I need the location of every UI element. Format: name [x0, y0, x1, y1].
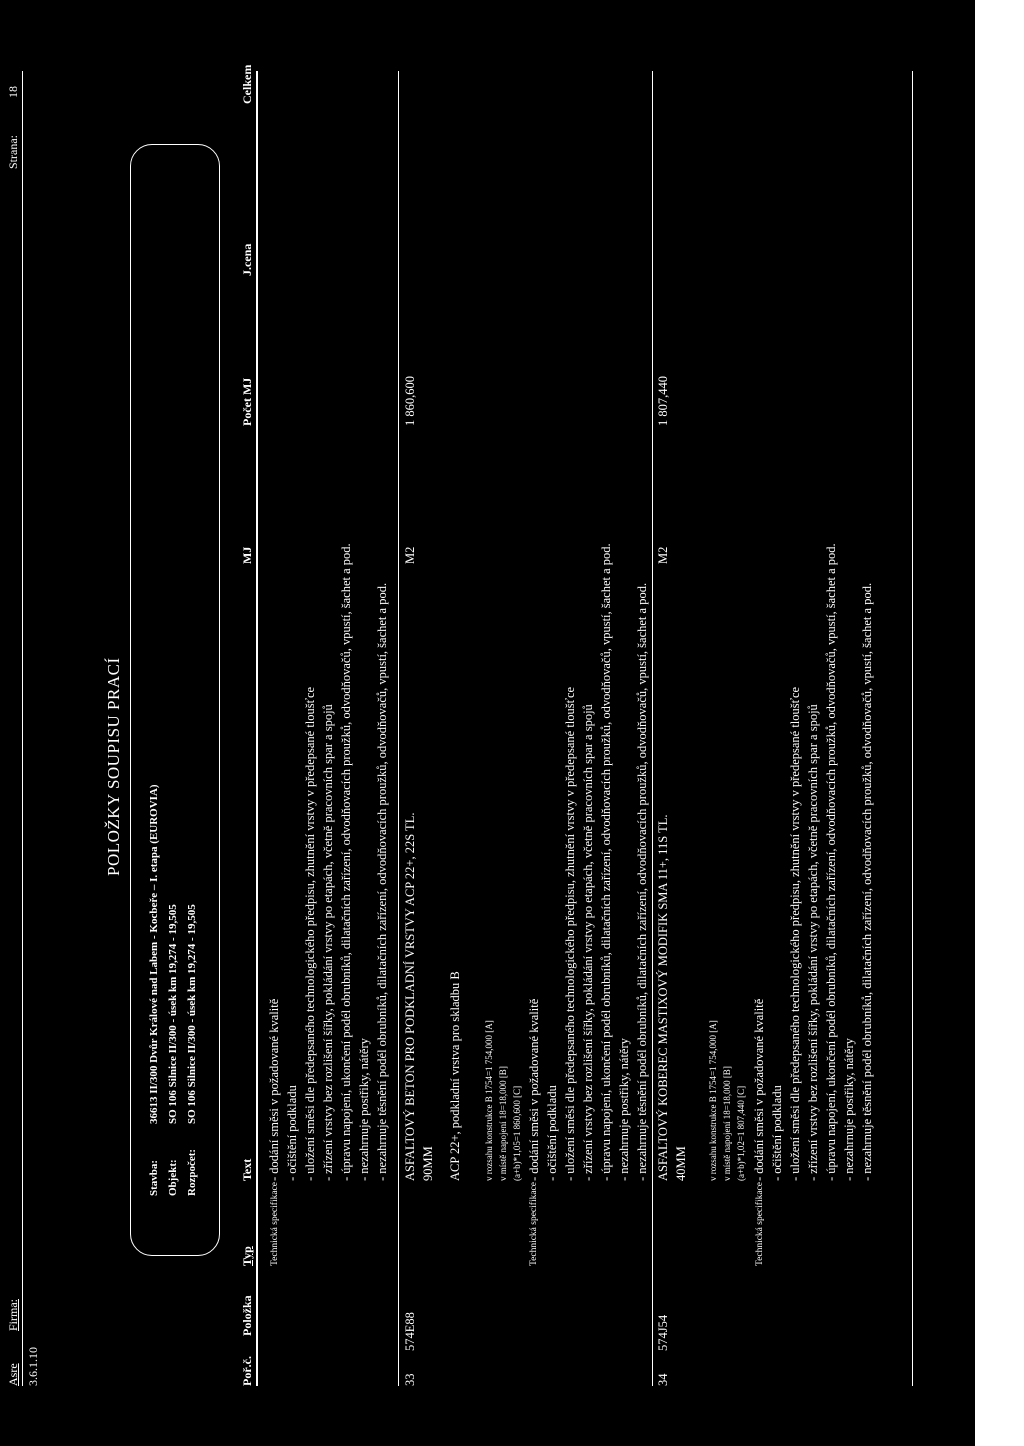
item-note: ACP 22+, podkladní vrstva pro skladbu B: [448, 971, 462, 1181]
calc-line: v místě napojení 18=18,000 [B]: [722, 1066, 732, 1181]
item-description-cont: 90MM: [421, 1146, 435, 1181]
item-separator: [652, 71, 653, 1386]
item-number: 34: [656, 1373, 670, 1386]
spec-line: - zřízení vrstvy bez rozlišení šířky, pokládání vrstvy po etapách, včetně pracovních spar a spojů: [321, 704, 335, 1181]
scan-edge-strip: [975, 0, 1024, 1446]
stavba-label: Stavba:: [148, 1159, 160, 1196]
spec-line: - úpravu napojení, ukončení podél obrubníků, dilatačních zařízení, odvodňovacích proužků, odvodňovačů, vpustí, šachet a pod.: [339, 543, 353, 1181]
spec-line: - nezahrnuje postřiky, nátěry: [842, 1038, 856, 1181]
spec-line: - nezahrnuje postřiky, nátěry: [357, 1038, 371, 1181]
spec-line: - uložení směsi dle předepsaného technologického předpisu, zhutnění vrstvy v předepsané tloušťce: [788, 686, 802, 1181]
col-por: Poř.č.: [240, 1356, 254, 1386]
col-pocet: Počet MJ: [240, 377, 254, 426]
col-text: Text: [240, 1158, 254, 1181]
item-description: ASFALTOVÝ KOBEREC MASTIXOVÝ MODIFIK SMA 11+, 11S TL.: [656, 814, 670, 1181]
item-unit: M2: [403, 546, 417, 564]
calc-line: (a+b)*1,05=1 860,600 [C]: [512, 1085, 522, 1181]
calc-line: v rozsahu konstrukce B 1754=1 754,000 [A]: [708, 1020, 718, 1181]
spec-line: - dodání směsi v požadované kvalitě: [752, 998, 766, 1181]
spec-line: - dodání směsi v požadované kvalitě: [267, 998, 281, 1181]
item-quantity: 1 807,440: [656, 376, 670, 426]
rozpocet-label: Rozpočet:: [186, 1148, 198, 1196]
calc-line: v místě napojení 18=18,000 [B]: [498, 1066, 508, 1181]
firma-label: Firma:: [6, 1299, 20, 1331]
col-polozka: Položka: [240, 1295, 254, 1336]
bottom-rule: [912, 71, 913, 1386]
column-header-rule: [256, 71, 258, 1386]
item-quantity: 1 860,600: [403, 376, 417, 426]
col-celkem: Celkem: [240, 64, 254, 104]
spec-line: - nezahrnuje postřiky, nátěry: [617, 1038, 631, 1181]
calc-line: v rozsahu konstrukce B 1754=1 754,000 [A]: [484, 1020, 494, 1181]
spec-label-1: Technická specifikace: [270, 1182, 280, 1266]
section-number: 3.6.1.10: [26, 1347, 40, 1386]
calc-line: (a+b)*1,02=1 807,440 [C]: [736, 1085, 746, 1181]
spec-line: - zřízení vrstvy bez rozlišení šířky, pokládání vrstvy po etapách, včetně pracovních spar a spojů: [581, 704, 595, 1181]
spec-line: - nezahrnuje těsnění podél obrubníků, dilatačních zařízení, odvodňovacích proužků, odvodňovačů, vpustí, šachet a pod.: [635, 582, 649, 1181]
spec-line: - úpravu napojení, ukončení podél obrubníků, dilatačních zařízení, odvodňovacích proužků, odvodňovačů, vpustí, šachet a pod.: [599, 543, 613, 1181]
item-code: 574E88: [403, 1312, 417, 1351]
col-mj: MJ: [240, 546, 254, 564]
spec-label-3: Technická specifikace: [755, 1182, 765, 1266]
spec-line: - očištění podkladu: [285, 1085, 299, 1181]
item-description: ASFALTOVÝ BETON PRO PODKLADNÍ VRSTVY ACP 22+, 22S TL.: [403, 812, 417, 1181]
item-number: 33: [403, 1373, 417, 1386]
stavba-value: 36613 II/300 Dvůr Králové nad Labem - Kocbeře – I. etapa (EUROVIA): [148, 784, 160, 1124]
spec-line: - nezahrnuje těsnění podél obrubníků, dilatačních zařízení, odvodňovacích proužků, odvodňovačů, vpustí, šachet a pod.: [860, 582, 874, 1181]
objekt-value: SO 106 Silnice II/300 - úsek km 19,274 - 19,505: [167, 904, 179, 1124]
page-title: POLOŽKY SOUPISU PRACÍ: [104, 657, 123, 876]
objekt-label: Objekt:: [167, 1159, 179, 1196]
col-typ: Typ: [240, 1246, 254, 1266]
spec-line: - očištění podkladu: [770, 1085, 784, 1181]
spec-line: - dodání směsi v požadované kvalitě: [527, 998, 541, 1181]
col-jcena: J.cena: [240, 243, 254, 276]
spec-line: - uložení směsi dle předepsaného technologického předpisu, zhutnění vrstvy v předepsané tloušťce: [563, 686, 577, 1181]
item-code: 574J54: [656, 1314, 670, 1351]
spec-line: - uložení směsi dle předepsaného technologického předpisu, zhutnění vrstvy v předepsané tloušťce: [303, 686, 317, 1181]
rozpocet-value: SO 106 Silnice II/300 - úsek km 19,274 - 19,505: [186, 904, 198, 1124]
spec-line: - zřízení vrstvy bez rozlišení šířky, pokládání vrstvy po etapách, včetně pracovních spar a spojů: [806, 704, 820, 1181]
spec-line: - úpravu napojení, ukončení podél obrubníků, dilatačních zařízení, odvodňovacích proužků, odvodňovačů, vpustí, šachet a pod.: [824, 543, 838, 1181]
strana-label: Strana:: [6, 135, 20, 169]
item-description-cont: 40MM: [674, 1146, 688, 1181]
spec-line: - nezahrnuje těsnění podél obrubníků, dilatačních zařízení, odvodňovacích proužků, odvodňovačů, vpustí, šachet a pod.: [375, 582, 389, 1181]
spec-label-2: Technická specifikace: [529, 1182, 539, 1266]
item-separator: [398, 71, 399, 1386]
spec-line: - očištění podkladu: [545, 1085, 559, 1181]
asre-label: Asre: [6, 1363, 20, 1386]
header-rule: [22, 71, 23, 1386]
item-unit: M2: [656, 546, 670, 564]
strana-value: 18: [6, 86, 20, 98]
